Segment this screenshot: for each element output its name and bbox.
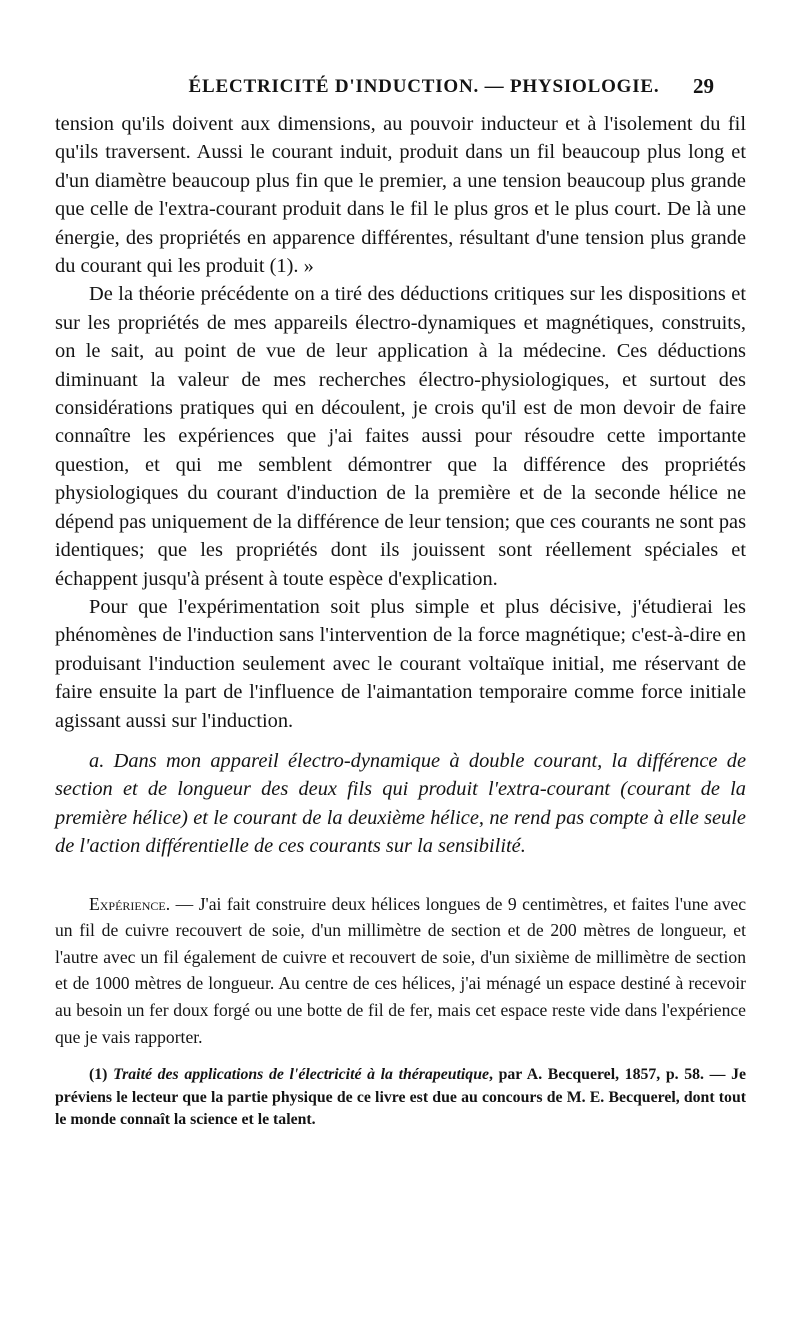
footnote-marker: (1) bbox=[89, 1066, 114, 1084]
footnote bbox=[55, 1064, 746, 1132]
paragraph-proposition-a: a. Dans mon appareil électro-dynamique à double courant, la différence de section et de longueur des deux fils qui produit l'extra-courant (courant de la première hélice) et le courant de la deuxième hélice, ne rend pas compte à elle seule de l'action différentielle de ces courants sur la sensibilité. bbox=[55, 749, 746, 858]
paragraph-experiment bbox=[55, 891, 746, 1051]
running-title: ÉLECTRICITÉ D'INDUCTION. — PHYSIOLOGIE. bbox=[188, 76, 660, 97]
paragraph-continuation: tension qu'ils doivent aux dimensions, au pouvoir inducteur et à l'isolement du fil qu'ils traversent. Aussi le courant induit, produit dans un fil beaucoup plus long et d'un diamètre beaucoup plus fin que le premier, a une tension beaucoup plus grande que celle de l'extra-courant produit dans le fil le plus gros et le plus court. De là une énergie, des propriétés en apparence différentes, résultant d'une tension plus grande du courant qui les produit (1). » bbox=[55, 113, 746, 278]
footnote-text: , par A. Becquerel, 1857, p. 58. — Je préviens le lecteur que la partie physique de ce livre est due au concours de M. E. Becquerel, dont tout le monde connaît la science et le talent. bbox=[55, 1066, 747, 1129]
footnote-title: Traité des applications de l'électricité à la thérapeutique bbox=[113, 1066, 490, 1084]
experiment-label: Expérience. bbox=[89, 893, 171, 914]
paragraph-theory: De la théorie précédente on a tiré des déductions critiques sur les dispositions et sur les propriétés de mes appareils électro-dynamiques et magnétiques, construits, on le sait, au point de vue de leur application à la médecine. Ces déductions diminuant la valeur de mes recherches électro-physiologiques, et surtout des considérations pratiques qui en découlent, je crois qu'il est de mon devoir de faire connaître les expériences que j'ai faites aussi pour résoudre cette importante question, et qui me semblent démontrer que la différence des propriétés physiologiques du courant d'induction de la première et de la seconde hélice ne dépend pas uniquement de la différence de leur tension; que ces courants ne sont pas identiques; que les propriétés dont ils jouissent sont réellement spéciales et échappent jusqu'à présent à toute espèce d'explication. bbox=[55, 283, 746, 590]
page-header bbox=[0, 76, 800, 106]
page-number: 29 bbox=[693, 74, 714, 98]
body-text bbox=[55, 110, 746, 1132]
experiment-text: — J'ai fait construire deux hélices longues de 9 centimètres, et faites l'une avec un fil de cuivre recouvert de soie, d'un millimètre de section et de 200 mètres de longueur, et l'autre avec un fil également de cuivre et recouvert de soie, d'un sixième de millimètre de section et de 1000 mètres de longueur. Au centre de ces hélices, j'ai ménagé un espace destiné à recevoir au besoin un fer doux forgé ou une botte de fil de fer, mais cet espace reste vide dans l'expérience que je vais rapporter. bbox=[55, 893, 746, 1047]
paragraph-method: Pour que l'expérimentation soit plus simple et plus décisive, j'étudierai les phénomènes de l'induction sans l'intervention de la force magnétique; c'est-à-dire en produisant l'induction seulement avec le courant voltaïque initial, me réservant de faire ensuite la part de l'influence de l'aimantation temporaire comme force initiale agissant aussi sur l'induction. bbox=[55, 595, 746, 732]
